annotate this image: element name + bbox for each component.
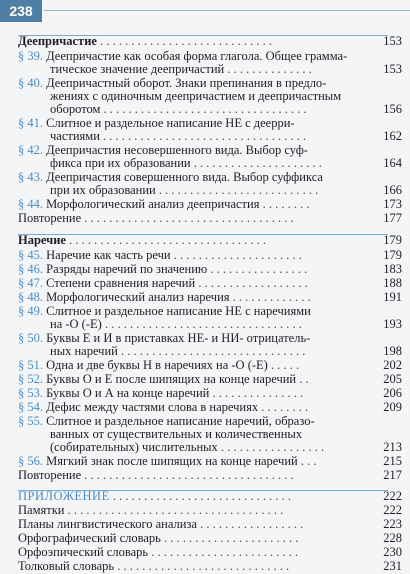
toc-entry-text	[18, 517, 303, 532]
dot-leader: . . . . . . . . . . . . . . . .	[207, 262, 308, 276]
toc-entry-text	[18, 545, 298, 560]
dot-leader: . . . . . . . . . . . . . . . . . . . . .	[170, 248, 302, 262]
entry-title: Разряды наречий по значению	[46, 262, 208, 276]
entry-title: на -О (-Е)	[50, 317, 102, 331]
toc-entry-text	[18, 211, 294, 226]
section-number: § 39.	[18, 49, 47, 63]
entry-title: Планы лингвистического анализа	[18, 517, 197, 531]
toc-entry-text	[18, 489, 291, 504]
toc-entry-text	[18, 454, 316, 469]
dot-leader: . . . . . . . . . . . . . . . . .	[217, 440, 325, 454]
entry-title: Мягкий знак после шипящих на конце наречий	[46, 454, 298, 468]
section-number: § 40.	[18, 76, 47, 90]
entry-title: Морфологический анализ деепричастия	[46, 197, 260, 211]
page-ref: 153	[383, 62, 402, 76]
dot-leader: . . . . . . . . . . . . . .	[224, 62, 312, 76]
entry-title: ных наречий	[50, 344, 118, 358]
page-ref: 162	[383, 129, 402, 143]
toc-entry-text	[18, 248, 302, 263]
entry-title: Наречие как часть речи	[46, 248, 171, 262]
entry-title: Слитное и раздельное написание наречий, образо-	[46, 414, 315, 428]
dot-leader: . . . . . . . . . . . . .	[229, 290, 311, 304]
entry-title: Буквы О и Е после шипящих на конце наречий	[46, 372, 297, 386]
section-number: § 56.	[18, 454, 47, 468]
dot-leader: . . . . . . . .	[259, 197, 310, 211]
page-ref: 156	[383, 102, 402, 116]
toc-entry-text	[18, 233, 266, 248]
toc-entry-text	[18, 358, 299, 373]
page-ref: 193	[383, 317, 402, 331]
toc-entry-text	[50, 156, 322, 171]
page-ref: 166	[383, 183, 402, 197]
page-number: 238	[0, 0, 42, 22]
entry-title: Буквы О и А на конце наречий	[46, 386, 210, 400]
dot-leader: . . . . . . . . . . . . . . . . . . . . . . . . . . . . . . . . . .	[81, 211, 294, 225]
section-number: § 41.	[18, 116, 47, 130]
page-ref: 205	[383, 372, 402, 386]
toc-entry-text	[50, 344, 305, 359]
entry-title: Буквы Е и И в приставках НЕ- и НИ- отрицатель-	[46, 331, 311, 345]
dot-leader: . . . . . . . . . . . . . . . . . . . . . . . . . . . . . . . .	[101, 317, 302, 331]
section-number: § 49.	[18, 304, 47, 318]
entry-title: Повторение	[18, 211, 82, 225]
section-number: § 43.	[18, 170, 47, 184]
toc-entry-text	[18, 531, 298, 546]
toc-entry-text	[50, 440, 324, 455]
entry-title: ПРИЛОЖЕНИЕ	[18, 489, 110, 503]
section-number: § 44.	[18, 197, 47, 211]
page-ref: 222	[383, 503, 402, 517]
section-number: § 46.	[18, 262, 47, 276]
dot-leader: . . . . . . . . . . . . . . . . . . . . . . . . . . . . .	[109, 489, 291, 503]
toc-entry-text	[18, 197, 309, 212]
page-ref: 183	[383, 262, 402, 276]
dot-leader: . . . . . . . . . . . . . . . . . . . . . .	[160, 531, 299, 545]
dot-leader: . . . . . . . . . . . . . . . . . . . . . . . . . . . . . .	[117, 344, 306, 358]
section-number: § 45.	[18, 248, 47, 262]
entry-title: Толковый словарь	[18, 559, 115, 573]
toc-entry-text	[18, 262, 307, 277]
toc-entry-text	[18, 34, 272, 49]
dot-leader: . . . . . . . . . . . . . . . . . . . . . . . . . . . . . . . . . .	[81, 468, 294, 482]
toc-entry-text	[18, 503, 283, 518]
entry-title: Деепричастия совершенного вида. Выбор суффикса	[46, 170, 323, 184]
entry-title: Деепричастие	[18, 34, 97, 48]
toc-entry-text	[50, 129, 306, 144]
page-ref: 217	[383, 468, 402, 482]
dot-leader: . . . . .	[267, 358, 300, 372]
toc-entry-text	[18, 290, 311, 305]
dot-leader: . . . . . . . . . . . . . . . . . . . . . . . . . .	[155, 183, 319, 197]
dot-leader: . . . . . . . . . . . . . . . . . . . . . . . . . . . . . . . . .	[99, 129, 307, 143]
dot-leader: . . . . . . . . . . . . . . . . . . . . . . . . . . . .	[96, 34, 272, 48]
entry-title: Наречие	[18, 233, 66, 247]
page-ref: 173	[383, 197, 402, 211]
page-ref: 206	[383, 386, 402, 400]
dot-leader: . . . . . . . . . . . . . . . . . . . . . . . . . . . . . . . . .	[100, 102, 307, 116]
page-ref: 179	[383, 233, 402, 247]
page-ref: 223	[383, 517, 402, 531]
page-ref: 191	[383, 290, 402, 304]
dot-leader: . .	[296, 372, 309, 386]
toc-entry-text	[18, 372, 309, 387]
section-number: § 50.	[18, 331, 47, 345]
toc-entry-text	[50, 317, 302, 332]
page-ref: 213	[383, 440, 402, 454]
toc-entry-text	[18, 276, 308, 291]
entry-title: при их образовании	[50, 183, 156, 197]
entry-title: Морфологический анализ наречия	[46, 290, 230, 304]
page-ref: 215	[383, 454, 402, 468]
toc-entry-text	[18, 559, 289, 574]
page-ref: 222	[383, 489, 402, 503]
section-number: § 54.	[18, 400, 47, 414]
section-number: § 51.	[18, 358, 47, 372]
dot-leader: . . . . . . . .	[258, 400, 309, 414]
entry-title: Степени сравнения наречий	[46, 276, 196, 290]
page-ref: 177	[383, 211, 402, 225]
entry-title: ванных от существительных и количественных	[50, 427, 303, 441]
entry-title: Памятки	[18, 503, 65, 517]
toc-entry-text	[18, 468, 294, 483]
toc-entry-text	[50, 62, 312, 77]
entry-title: Слитное и раздельное написание НЕ с дееpри-	[46, 116, 295, 130]
page-ref: 230	[383, 545, 402, 559]
entry-title: Деепричастный оборот. Знаки препинания в предло-	[46, 76, 327, 90]
section-number: § 55.	[18, 414, 47, 428]
entry-title: Деепричастия несовершенного вида. Выбор суф-	[46, 143, 308, 157]
section-number: § 52.	[18, 372, 47, 386]
page-ref: 202	[383, 358, 402, 372]
dot-leader: . . . . . . . . . . . . . . . . . . . . . . . . . . . . . . . . . . .	[64, 503, 284, 517]
page-ref: 153	[383, 34, 402, 48]
entry-title: фикса при их образовании	[50, 156, 191, 170]
entry-title: Слитное и раздельное написание НЕ с наречиями	[46, 304, 311, 318]
toc-entry-text	[50, 102, 307, 117]
entry-title: Орфографический словарь	[18, 531, 161, 545]
entry-title: жениях с одиночным деепричастием и деепричастным	[50, 89, 342, 103]
dot-leader: . . . . . . . . . . . . . . . . . . . . .	[190, 156, 322, 170]
dot-leader: . . . . . . . . . . . . . . . . . . . . . . . .	[148, 545, 299, 559]
section-number: § 48.	[18, 290, 47, 304]
section-number: § 47.	[18, 276, 47, 290]
entry-title: оборотом	[50, 102, 101, 116]
dot-leader: . . . . . . . . . . . . . . .	[209, 386, 304, 400]
page-ref: 188	[383, 276, 402, 290]
section-number: § 42.	[18, 143, 47, 157]
entry-title: тическое значение деепричастий	[50, 62, 225, 76]
dot-leader: . . . . . . . . . . . . . . . . .	[196, 517, 304, 531]
toc-entry-text	[18, 386, 303, 401]
page-ref: 198	[383, 344, 402, 358]
page-ref: 164	[383, 156, 402, 170]
dot-leader: . . . . . . . . . . . . . . . . . . . . . . . . . . . .	[114, 559, 290, 573]
entry-title: Повторение	[18, 468, 82, 482]
dot-leader: . . . . . . . . . . . . . . . . . .	[195, 276, 308, 290]
dot-leader: . . .	[297, 454, 317, 468]
section-number: § 53.	[18, 386, 47, 400]
dot-leader: . . . . . . . . . . . . . . . . . . . . . . . . . . . . . . . .	[65, 233, 266, 247]
entry-title: частиями	[50, 129, 100, 143]
page-ref: 228	[383, 531, 402, 545]
page-ref: 231	[383, 559, 402, 573]
entry-title: Деепричастие как особая форма глагола. Общее грамма-	[46, 49, 348, 63]
entry-title: Орфоэпический словарь	[18, 545, 149, 559]
entry-title: Одна и две буквы Н в наречиях на -О (-Е)	[46, 358, 268, 372]
page-ref: 179	[383, 248, 402, 262]
toc-entry-text	[18, 400, 308, 415]
page-ref: 209	[383, 400, 402, 414]
entry-title: (собирательных) числительных	[50, 440, 218, 454]
entry-title: Дефис между частями слова в наречиях	[46, 400, 259, 414]
toc-entry-text	[50, 183, 318, 198]
